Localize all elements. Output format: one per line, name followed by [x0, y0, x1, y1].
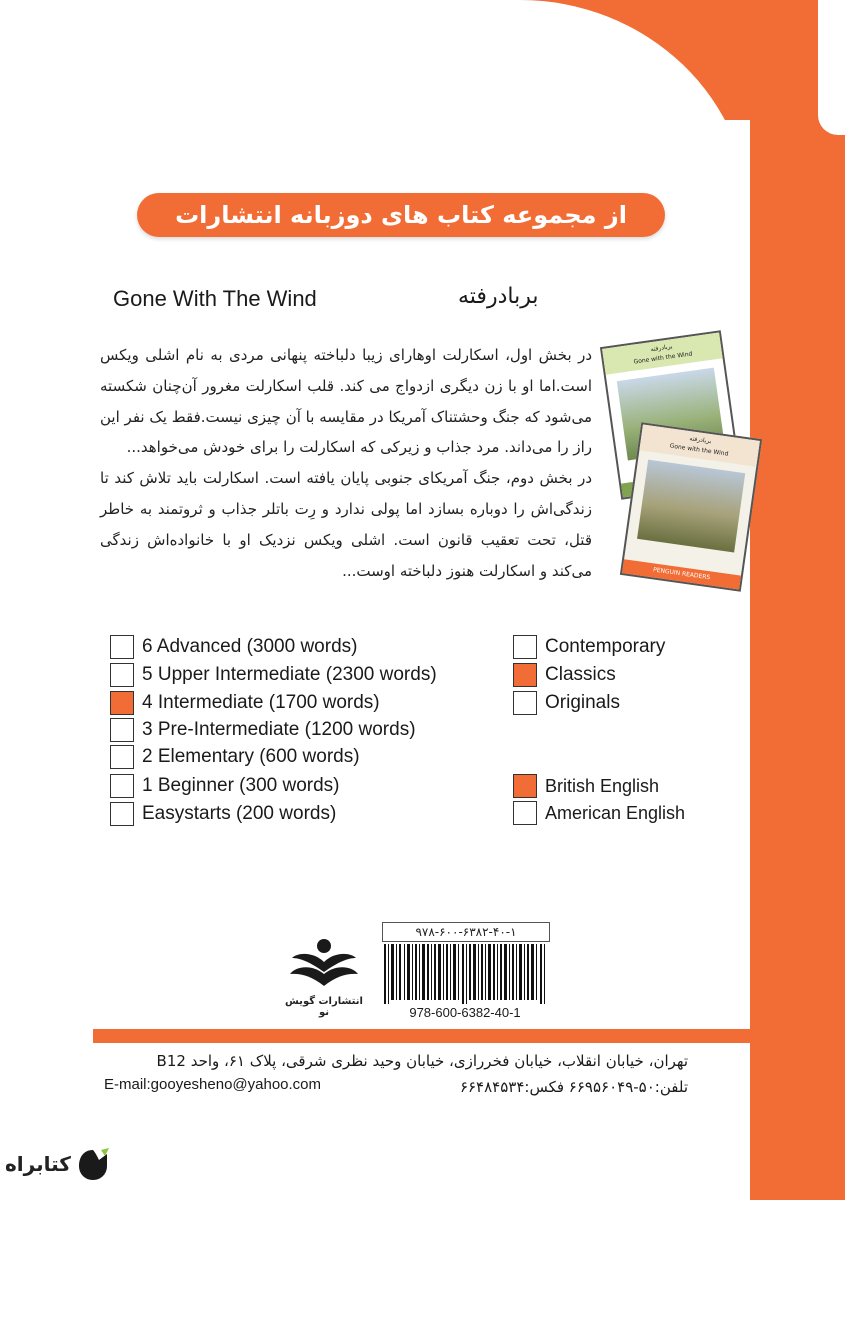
publisher-email: E-mail:gooyesheno@yahoo.com: [104, 1076, 322, 1093]
cover-title-fa: بربادرفته: [650, 343, 673, 354]
category-option[interactable]: [513, 690, 620, 716]
barcode-icon: [382, 944, 548, 1004]
summary-part-1: در بخش اول، اسکارلت اوهارای زیبا دلباخته پنهانی مردی به نام اشلی ویکس است.اما او با زن دیگری ازدواج می کند. قلب اسکارلت مغرور آن‌چنان شکسته می‌شود که جنگ وحشتناک آمریکا در مقایسه با آن چیزی نیست.فقط یک نفر این راز را می‌داند. مرد جذاب و زیرکی که اسکارلت را برای خودش می‌خواهد...: [100, 346, 592, 457]
cover-series: PENGUIN READERS: [652, 566, 711, 582]
level-label: Easystarts (200 words): [142, 803, 337, 824]
level-option[interactable]: [110, 773, 340, 799]
level-checkbox[interactable]: [110, 691, 134, 715]
cover-title-en: Gone with the Wind: [669, 442, 729, 458]
dialect-checkbox[interactable]: [513, 801, 537, 825]
summary-part-2: در بخش دوم، جنگ آمریکای جنوبی پایان یافته است. اسکارلت باید تلاش کند تا زندگی‌اش را دوباره بسازد اما پولی ندارد و رِت باتلر جذاب و ثروتمند به خاطر قتل، تحت تعقیب قانون است. اشلی ویکس نزدیک او با خانواده‌اش زندگی می‌کند و اسکارلت هنوز دلباخته اوست...: [100, 469, 592, 580]
level-option[interactable]: [110, 662, 437, 688]
book-cover-image-front: [620, 422, 762, 591]
isbn-number: 978-600-6382-40-1: [409, 1005, 521, 1020]
level-checkbox[interactable]: [110, 635, 134, 659]
isbn-persian: ۹۷۸-۶۰۰-۶۳۸۲-۴۰-۱: [382, 922, 550, 942]
book-summary: [100, 340, 592, 586]
cover-title-fa: بربادرفته: [689, 435, 712, 446]
level-option[interactable]: [110, 634, 357, 660]
level-option[interactable]: [110, 801, 336, 827]
level-checkbox[interactable]: [110, 663, 134, 687]
publisher-phone-fax: تلفن:۵۰-۶۶۹۵۶۰۴۹ فکس:۶۶۴۸۴۵۳۴: [459, 1078, 688, 1096]
level-label: 2 Elementary (600 words): [142, 746, 360, 767]
category-checkbox[interactable]: [513, 691, 537, 715]
ketabrah-watermark: [5, 1140, 111, 1188]
dialect-label: American English: [545, 802, 686, 823]
level-label: 5 Upper Intermediate (2300 words): [142, 664, 437, 685]
book-title-persian: بربادرفته: [458, 284, 539, 309]
dialect-option[interactable]: [513, 773, 659, 799]
category-checkbox[interactable]: [513, 635, 537, 659]
publisher-logo-icon: [288, 936, 360, 996]
level-label: 3 Pre-Intermediate (1200 words): [142, 719, 416, 740]
category-option[interactable]: [513, 634, 665, 660]
dialect-option[interactable]: [513, 800, 685, 826]
level-label: 1 Beginner (300 words): [142, 775, 340, 796]
category-label: Originals: [545, 692, 620, 713]
cover-title-en: Gone with the Wind: [633, 350, 693, 366]
dialect-checkbox[interactable]: [513, 774, 537, 798]
dialect-label: British English: [545, 775, 660, 796]
level-checkbox[interactable]: [110, 774, 134, 798]
level-checkbox[interactable]: [110, 718, 134, 742]
book-title-english: Gone With The Wind: [113, 286, 317, 311]
level-checkbox[interactable]: [110, 802, 134, 826]
publisher-address: تهران، خیابان انقلاب، خیابان فخررازی، خیابان وحید نظری شرقی، پلاک ۶۱، واحد B12: [156, 1052, 688, 1070]
level-option[interactable]: [110, 717, 416, 743]
footer-divider: [93, 1029, 750, 1043]
level-label: 6 Advanced (3000 words): [142, 636, 358, 657]
category-checkbox[interactable]: [513, 663, 537, 687]
series-banner: از مجموعه کتاب های دوزبانه انتشارات گویش نو: [137, 193, 665, 237]
level-label: 4 Intermediate (1700 words): [142, 692, 380, 713]
watermark-text: کتابراه: [5, 1152, 71, 1176]
level-option[interactable]: [110, 690, 380, 716]
category-label: Contemporary: [545, 636, 666, 657]
category-label: Classics: [545, 664, 616, 685]
right-orange-band: [750, 0, 845, 1200]
level-checkbox[interactable]: [110, 745, 134, 769]
publisher-logo-text: انتشارات گویش نو: [285, 996, 363, 1018]
level-option[interactable]: [110, 744, 360, 770]
category-option[interactable]: [513, 662, 616, 688]
corner-tab: [818, 0, 845, 135]
ketabrah-logo-icon: [75, 1146, 111, 1182]
